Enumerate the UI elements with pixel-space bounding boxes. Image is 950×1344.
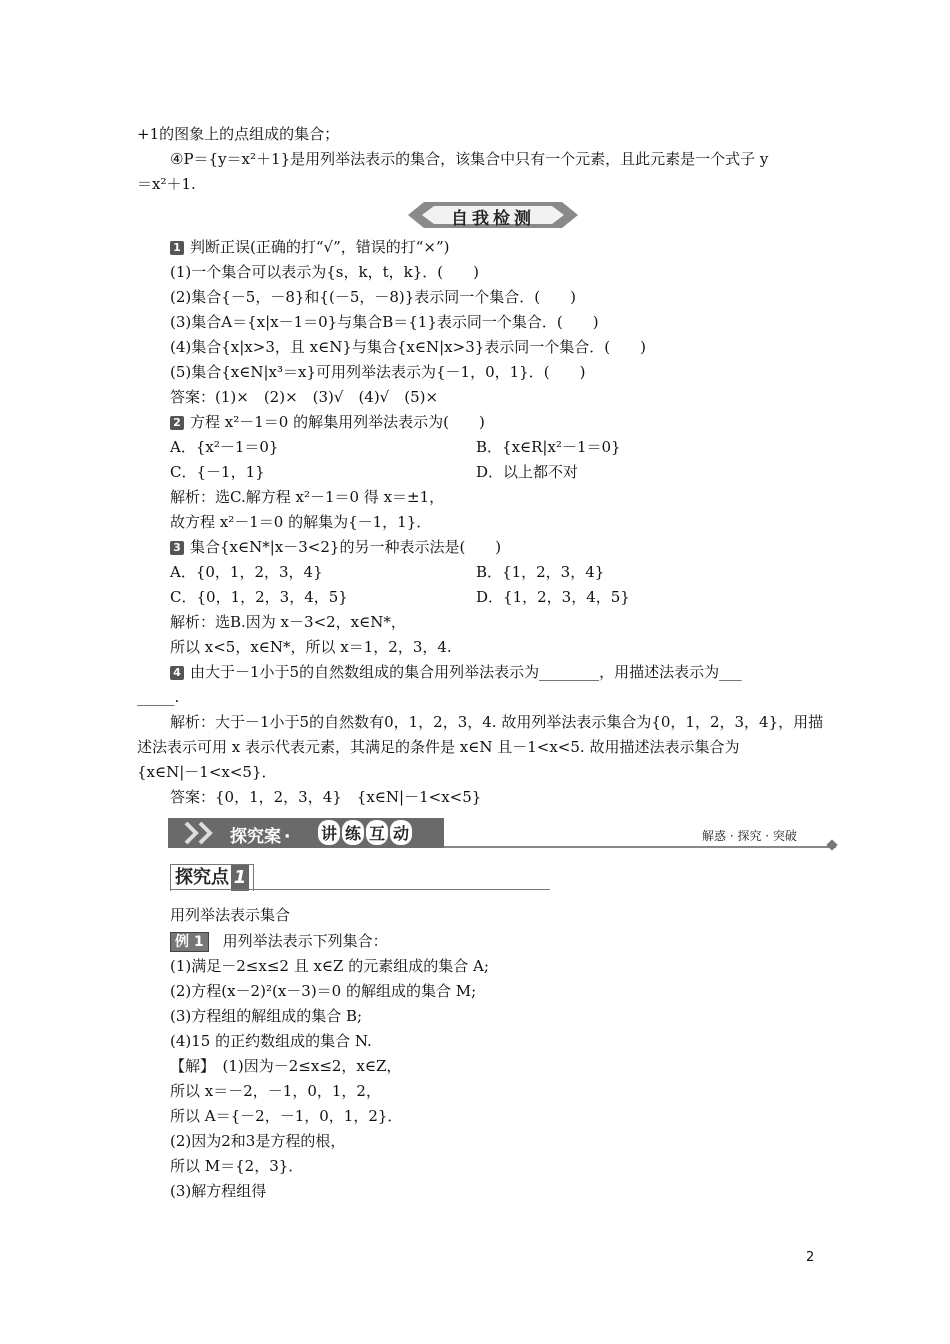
heading-underline bbox=[170, 889, 550, 890]
question-1-stem bbox=[170, 236, 450, 258]
question-item: (4)集合{x|x>3，且 x∈N}与集合{x∈N|x>3}表示同一个集合．( ) bbox=[170, 338, 646, 356]
diamond-icon bbox=[826, 839, 837, 850]
explore-point-label: 探究点 1 bbox=[170, 864, 254, 891]
answer-line: 答案：{0，1，2，3，4} {x∈N|－1<x<5} bbox=[170, 788, 482, 806]
question-3-stem bbox=[170, 536, 501, 558]
solution-line: 所以 x＝－2，－1，0，1，2， bbox=[170, 1082, 381, 1100]
option-c: C．{0，1，2，3，4，5} bbox=[170, 588, 348, 606]
example-label: 例 1 bbox=[170, 932, 209, 952]
question-2-stem bbox=[170, 411, 485, 433]
explore-subtitle: 讲 练 互 动 bbox=[318, 820, 414, 845]
self-check-title: 自我检测 bbox=[451, 209, 535, 229]
double-chevron-icon bbox=[182, 821, 222, 845]
analysis-line: 解析：选B.因为 x－3<2，x∈N*， bbox=[170, 613, 406, 631]
explore-title: 探究案 · bbox=[230, 827, 291, 847]
self-check-banner bbox=[408, 200, 578, 230]
question-number-badge: 3 bbox=[170, 541, 184, 555]
analysis-line: 解析：大于－1小于5的自然数有0，1，2，3，4. 故用列举法表示集合为{0，1，2，3，4}，用描 bbox=[170, 713, 824, 731]
question-number-badge: 2 bbox=[170, 416, 184, 430]
example-item: (2)方程(x－2)²(x－3)＝0 的解组成的集合 M; bbox=[170, 982, 477, 1000]
explore-section-banner bbox=[168, 818, 844, 852]
question-stem: 判断正误(正确的打“√”，错误的打“×”) bbox=[190, 238, 450, 256]
question-number-badge: 1 bbox=[170, 241, 184, 255]
question-item: (3)集合A＝{x|x－1＝0}与集合B＝{1}表示同一个集合．( ) bbox=[170, 313, 599, 331]
option-b: B．{1，2，3，4} bbox=[476, 563, 605, 581]
question-stem: 集合{x∈N*|x－3<2}的另一种表示法是( ) bbox=[190, 538, 502, 556]
analysis-line: 所以 x<5，x∈N*，所以 x＝1，2，3，4. bbox=[170, 638, 452, 656]
analysis-line: 解析：选C.解方程 x²－1＝0 得 x＝±1， bbox=[170, 488, 445, 506]
topic-title: 用列举法表示集合 bbox=[170, 906, 291, 924]
example-item: (4)15 的正约数组成的集合 N. bbox=[170, 1032, 372, 1050]
option-a: A．{x²－1＝0} bbox=[170, 438, 279, 456]
answer-line: 答案：(1)× (2)× (3)√ (4)√ (5)× bbox=[170, 388, 439, 406]
solution-line: (3)解方程组得 bbox=[170, 1182, 267, 1200]
explore-point-heading bbox=[170, 864, 550, 892]
intro-line: ④P＝{y＝x²＋1}是用列举法表示的集合，该集合中只有一个元素，且此元素是一个式子 y bbox=[170, 150, 769, 168]
option-c: C．{－1，1} bbox=[170, 463, 265, 481]
option-a: A．{0，1，2，3，4} bbox=[170, 563, 323, 581]
analysis-line: 故方程 x²－1＝0 的解集为{－1，1}． bbox=[170, 513, 432, 531]
question-item: (5)集合{x∈N|x³＝x}可用列举法表示为{－1，0，1}．( ) bbox=[170, 363, 586, 381]
analysis-line: 述法表示可用 x 表示代表元素，其满足的条件是 x∈N 且－1<x<5. 故用描述法表示集合为 bbox=[137, 738, 740, 756]
option-d: D．以上都不对 bbox=[476, 463, 579, 481]
example-item: (1)满足－2≤x≤2 且 x∈Z 的元素组成的集合 A; bbox=[170, 957, 489, 975]
solution-heading: 【解】 (1)因为－2≤x≤2，x∈Z， bbox=[170, 1057, 402, 1075]
example-stem: 用列举法表示下列集合： bbox=[222, 932, 388, 950]
analysis-line: {x∈N|－1<x<5}． bbox=[137, 763, 277, 781]
question-item: (1)一个集合可以表示为{s，k，t，k}．( ) bbox=[170, 263, 479, 281]
question-stem-continued: _____. bbox=[137, 688, 180, 706]
banner-rule bbox=[444, 846, 836, 848]
question-item: (2)集合{－5，－8}和{(－5，－8)}表示同一个集合．( ) bbox=[170, 288, 577, 306]
solution-line: (2)因为2和3是方程的根， bbox=[170, 1132, 346, 1150]
explore-tagline: 解惑 · 探究 · 突破 bbox=[702, 829, 797, 843]
question-stem: 方程 x²－1＝0 的解集用列举法表示为( ) bbox=[190, 413, 485, 431]
question-4-stem bbox=[170, 661, 742, 683]
example-1-stem bbox=[170, 930, 388, 952]
intro-line: ＝x²＋1. bbox=[137, 175, 196, 193]
option-d: D．{1，2，3，4，5} bbox=[476, 588, 630, 606]
question-number-badge: 4 bbox=[170, 666, 184, 680]
option-b: B．{x∈R|x²－1＝0} bbox=[476, 438, 621, 456]
solution-line: 所以 A＝{－2，－1，0，1，2}． bbox=[170, 1107, 403, 1125]
question-stem: 由大于－1小于5的自然数组成的集合用列举法表示为________，用描述法表示为___ bbox=[190, 663, 742, 681]
solution-line: 所以 M＝{2，3}． bbox=[170, 1157, 304, 1175]
intro-line: +1的图象上的点组成的集合； bbox=[137, 125, 340, 143]
example-item: (3)方程组的解组成的集合 B; bbox=[170, 1007, 363, 1025]
page-number: 2 bbox=[806, 1250, 815, 1265]
